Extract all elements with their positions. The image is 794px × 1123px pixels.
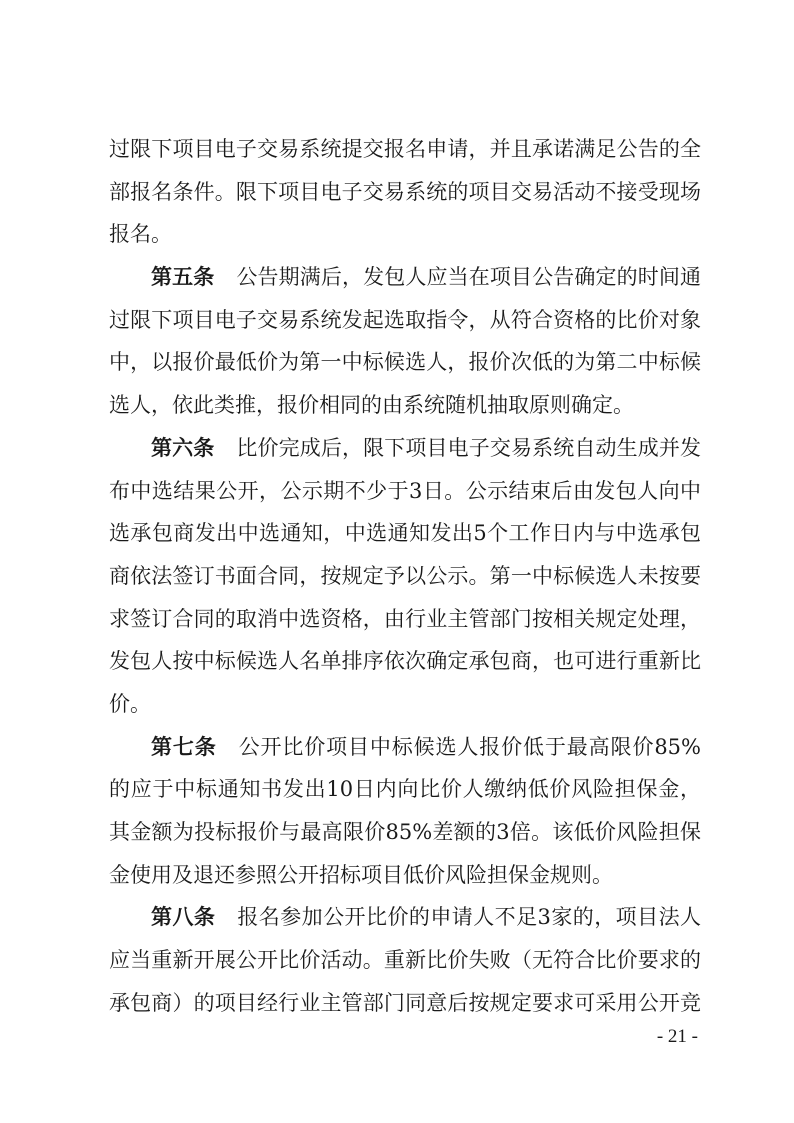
- paragraph-line: 选人，依此类推，报价相同的由系统随机抽取原则确定。: [109, 393, 634, 418]
- paragraph-line: 的应于中标通知书发出10日内向比价人缴纳低价风险担保金，: [109, 777, 701, 802]
- paragraph-line: 中，以报价最低价为第一中标候选人，报价次低的为第二中标候: [109, 350, 701, 375]
- article-heading: 第五条: [151, 265, 215, 290]
- paragraph-line: 应当重新开展公开比价活动。重新比价失败（无符合比价要求的: [109, 948, 701, 973]
- article-heading: 第八条: [151, 905, 216, 930]
- page-number: - 21 -: [656, 1026, 698, 1047]
- paragraph-text: 报名参加公开比价的申请人不足3家的，项目法人: [237, 905, 702, 930]
- article-heading: 第六条: [151, 435, 215, 460]
- article-8-first-line: [109, 896, 701, 939]
- paragraph-line: 金使用及退还参照公开招标项目低价风险担保金规则。: [109, 862, 613, 887]
- article-5-first-line: [109, 256, 701, 299]
- article-6-first-line: [109, 427, 701, 470]
- paragraph-line: 过限下项目电子交易系统提交报名申请，并且承诺满足公告的全: [109, 137, 701, 161]
- article-7-first-line: [109, 726, 701, 769]
- paragraph-text: 公告期满后，发包人应当在项目公告确定的时间通: [236, 265, 701, 290]
- paragraph-line: 报名。: [109, 222, 172, 247]
- paragraph-line: 选承包商发出中选通知，中选通知发出5个工作日内与中选承包: [109, 521, 701, 546]
- paragraph-text: 公开比价项目中标候选人报价低于最高限价85%: [238, 734, 701, 759]
- paragraph-line: 其金额为投标报价与最高限价85%差额的3倍。该低价风险担保: [109, 820, 701, 844]
- paragraph-line: 布中选结果公开，公示期不少于3日。公示结束后由发包人向中: [109, 478, 701, 503]
- body-text: [109, 128, 701, 1024]
- paragraph-text: 比价完成后，限下项目电子交易系统自动生成并发: [236, 435, 701, 460]
- paragraph-line: 部报名条件。限下项目电子交易系统的项目交易活动不接受现场: [109, 179, 701, 204]
- paragraph-line: 承包商）的项目经行业主管部门同意后按规定要求可采用公开竞: [109, 990, 701, 1015]
- paragraph-line: 过限下项目电子交易系统发起选取指令，从符合资格的比价对象: [109, 307, 701, 332]
- article-heading: 第七条: [151, 734, 217, 759]
- paragraph-line: 商依法签订书面合同，按规定予以公示。第一中标候选人未按要: [109, 563, 701, 588]
- paragraph-line: 发包人按中标候选人名单排序依次确定承包商，也可进行重新比: [109, 649, 701, 674]
- paragraph-line: 价。: [109, 691, 151, 716]
- paragraph-line: 求签订合同的取消中选资格，由行业主管部门按相关规定处理，: [109, 606, 701, 631]
